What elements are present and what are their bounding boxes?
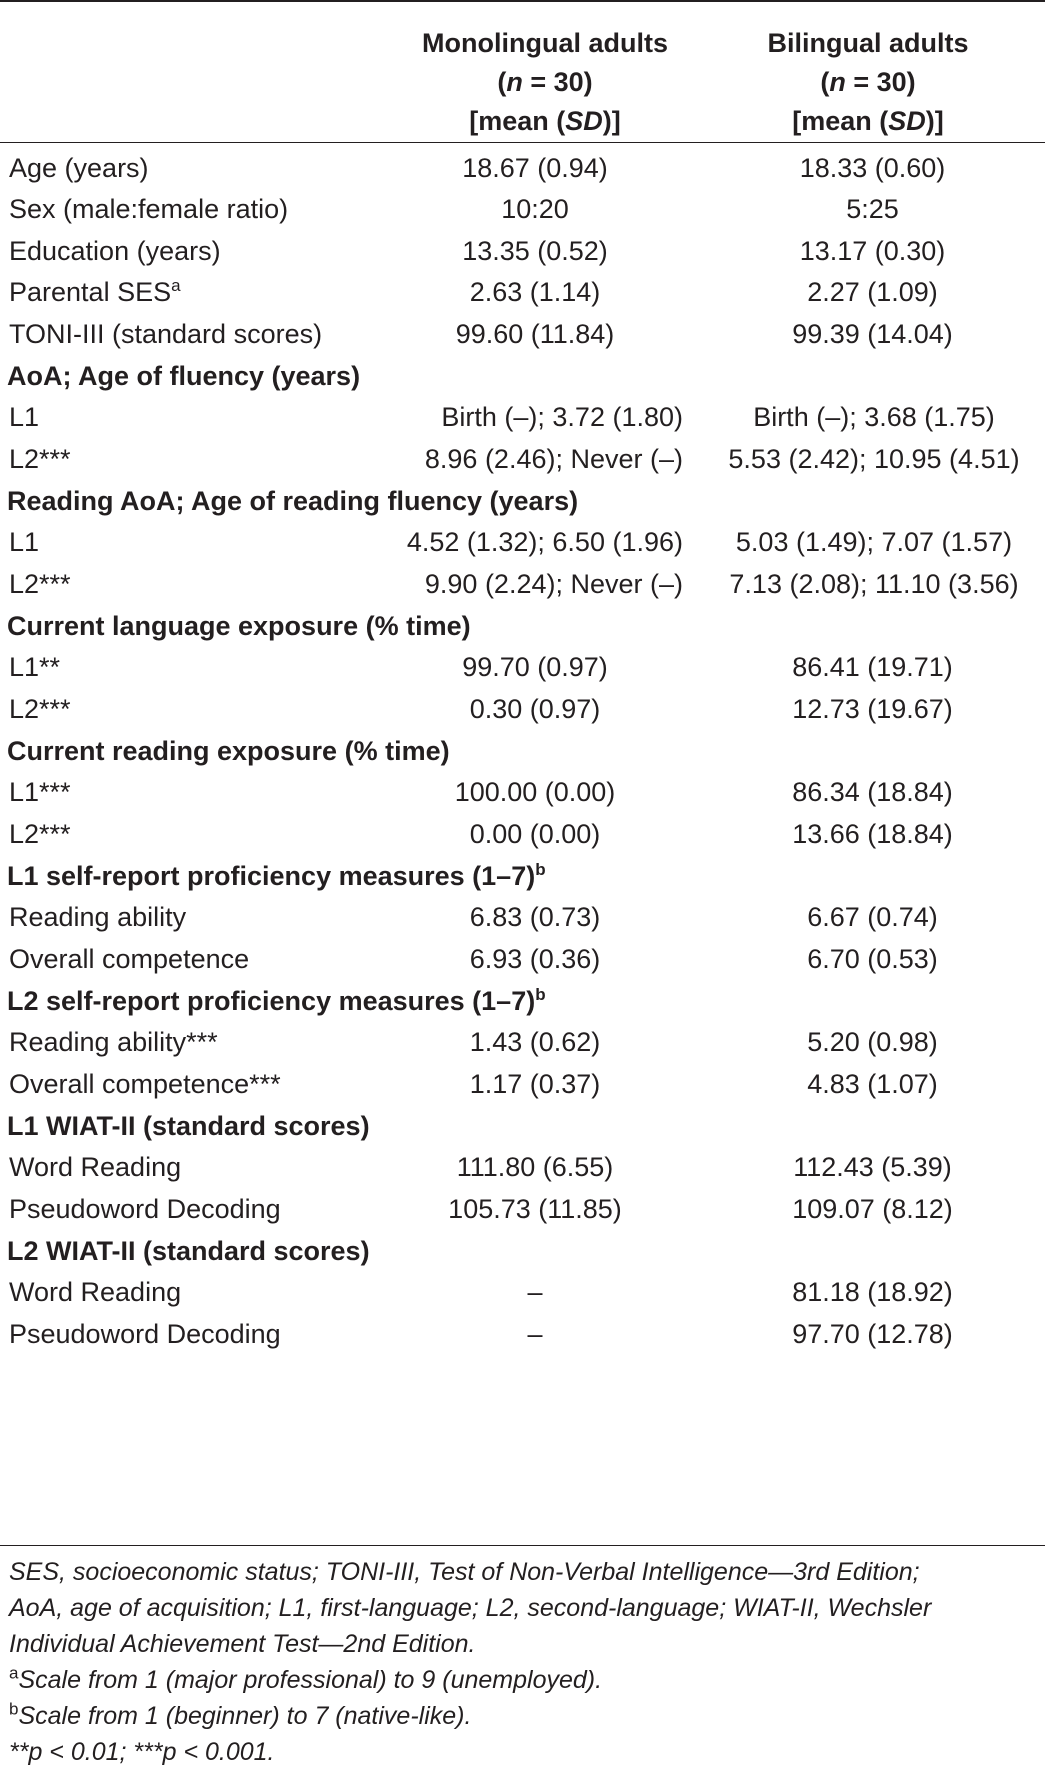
row-label-text: L2*** (9, 444, 71, 474)
row-label (9, 894, 186, 941)
section-label (7, 603, 471, 650)
footnote-abbreviations-1: SES, socioeconomic status; TONI-III, Test of Non-Verbal Intelligence—3rd Edition; (9, 1558, 920, 1586)
monolingual-value: 2.63 (1.14) (469, 277, 601, 307)
monolingual-value: 99.70 (0.97) (462, 652, 608, 682)
footnote-abbreviations-2: AoA, age of acquisition; L1, first-language; L2, second-language; WIAT-II, Wechsler (9, 1594, 932, 1622)
row-label-text: L2*** (9, 569, 71, 599)
row-label-text: Parental SES (9, 277, 172, 307)
bilingual-value: 5.20 (0.98) (807, 1027, 938, 1057)
footnote-b-marker: b (9, 1699, 19, 1719)
row-label-text: Age (years) (9, 153, 149, 183)
row-label (9, 1311, 281, 1358)
row-label-text: Overall competence (9, 944, 250, 974)
row-label (9, 519, 39, 566)
footnote-marker: a (171, 276, 181, 295)
monolingual-value: 99.60 (11.84) (455, 319, 615, 349)
row-label-text: L2 self-report proficiency measures (1–7) (7, 986, 536, 1016)
bilingual-value: 18.33 (0.60) (799, 153, 946, 183)
header-rule (0, 142, 1045, 143)
bilingual-value: 2.27 (1.09) (807, 277, 938, 307)
bilingual-value: 5.03 (1.49); 7.07 (1.57) (735, 527, 1013, 557)
row-label-text: Reading ability (9, 902, 187, 932)
row-label-text: Reading AoA; Age of reading fluency (years) (7, 486, 579, 516)
section-header-row (0, 853, 1045, 900)
table-row (0, 936, 1045, 983)
section-header-row (0, 603, 1045, 650)
footnote-marker: b (535, 860, 546, 879)
footnote-a-text: Scale from 1 (major professional) to 9 (unemployed). (18, 1666, 603, 1694)
row-label (9, 394, 39, 441)
row-label-text: L1*** (9, 777, 71, 807)
section-label (7, 978, 546, 1025)
table-row (0, 311, 1045, 358)
row-label (9, 686, 71, 733)
footnote-b-text: Scale from 1 (beginner) to 7 (native-like). (18, 1702, 472, 1730)
row-label (9, 311, 322, 358)
section-label (7, 728, 450, 775)
table-row (0, 519, 1045, 566)
row-label (9, 769, 71, 816)
section-header-row (0, 978, 1045, 1025)
row-label (9, 644, 60, 691)
row-label (9, 1019, 218, 1066)
monolingual-value: 111.80 (6.55) (456, 1152, 614, 1182)
row-label-text: L1** (9, 652, 61, 682)
row-label-text: Current language exposure (% time) (7, 611, 471, 641)
section-label (7, 353, 360, 400)
monolingual-value: 18.67 (0.94) (462, 153, 608, 183)
section-label (7, 478, 578, 525)
monolingual-value: Birth (–); 3.72 (1.80) (441, 402, 683, 432)
row-label (9, 145, 149, 192)
footnote-b (9, 1698, 1039, 1734)
table-row (0, 1019, 1045, 1066)
row-label-text: AoA; Age of fluency (years) (7, 361, 361, 391)
monolingual-value: 1.43 (0.62) (469, 1027, 601, 1057)
section-header-row (0, 728, 1045, 775)
row-label-text: L1 (9, 402, 40, 432)
table-row (0, 1311, 1045, 1358)
table-row (0, 228, 1045, 275)
table-row (0, 686, 1045, 733)
header-bilingual-n: (n = 30) (820, 67, 916, 97)
row-label (9, 436, 71, 483)
bottom-rule (0, 1545, 1045, 1546)
bilingual-value: 5:25 (846, 194, 899, 224)
monolingual-value: 1.17 (0.37) (469, 1069, 601, 1099)
table-row (0, 1144, 1045, 1191)
bilingual-value: 12.73 (19.67) (792, 694, 953, 724)
table-row (0, 894, 1045, 941)
table-row (0, 1269, 1045, 1316)
row-label (9, 811, 71, 858)
table-row (0, 644, 1045, 691)
row-label-text: Reading ability*** (9, 1027, 218, 1057)
header-bilingual-title: Bilingual adults (767, 28, 969, 58)
monolingual-value: 100.00 (0.00) (454, 777, 616, 807)
monolingual-value: 8.96 (2.46); Never (–) (424, 444, 683, 474)
bilingual-value: 13.17 (0.30) (799, 236, 946, 266)
header-monolingual-n: (n = 30) (497, 67, 593, 97)
section-header-row (0, 353, 1045, 400)
row-label-text: Pseudoword Decoding (9, 1319, 281, 1349)
bilingual-value: 7.13 (2.08); 11.10 (3.56) (729, 569, 1019, 599)
section-label (7, 1103, 370, 1150)
row-label (9, 1269, 181, 1316)
monolingual-value: 0.30 (0.97) (469, 694, 601, 724)
table-row (0, 186, 1045, 233)
footnote-a-marker: a (9, 1663, 19, 1683)
row-label-text: L2*** (9, 694, 71, 724)
table-row (0, 269, 1045, 316)
row-label-text: Education (years) (9, 236, 221, 266)
bilingual-value: 99.39 (14.04) (792, 319, 953, 349)
row-label-text: L1 self-report proficiency measures (1–7) (7, 861, 536, 891)
table-row (0, 1186, 1045, 1233)
row-label-text: Current reading exposure (% time) (7, 736, 450, 766)
bilingual-value: 81.18 (18.92) (792, 1277, 953, 1307)
table-row (0, 436, 1045, 483)
row-label (9, 186, 288, 233)
row-label (9, 1144, 181, 1191)
bilingual-value: 6.67 (0.74) (807, 902, 938, 932)
section-header-row (0, 1103, 1045, 1150)
row-label-text: Word Reading (9, 1152, 182, 1182)
table-row (0, 145, 1045, 192)
row-label-text: Sex (male:female ratio) (9, 194, 289, 224)
row-label (9, 936, 249, 983)
bilingual-value: 109.07 (8.12) (792, 1194, 953, 1224)
monolingual-value: 105.73 (11.85) (448, 1194, 622, 1224)
bilingual-value: 5.53 (2.42); 10.95 (4.51) (728, 444, 1020, 474)
header-bilingual (698, 24, 1038, 141)
table-footnotes (9, 1554, 1039, 1770)
bilingual-value: 6.70 (0.53) (807, 944, 938, 974)
bilingual-value: 86.41 (19.71) (792, 652, 953, 682)
top-rule (0, 0, 1045, 2)
section-label (7, 1228, 370, 1275)
monolingual-value: 0.00 (0.00) (469, 819, 601, 849)
bilingual-value: 97.70 (12.78) (792, 1319, 953, 1349)
footnote-a (9, 1662, 1039, 1698)
table-row (0, 561, 1045, 608)
row-label (9, 561, 71, 608)
row-label (9, 228, 221, 275)
monolingual-value: 6.83 (0.73) (469, 902, 601, 932)
monolingual-value: 4.52 (1.32); 6.50 (1.96) (406, 527, 683, 557)
section-header-row (0, 478, 1045, 525)
row-label (9, 1061, 281, 1108)
monolingual-value: – (527, 1277, 543, 1307)
row-label-text: Word Reading (9, 1277, 182, 1307)
header-monolingual-title: Monolingual adults (422, 28, 668, 58)
header-monolingual-stat: [mean (SD)] (469, 106, 621, 136)
table-row (0, 769, 1045, 816)
row-label-text: Pseudoword Decoding (9, 1194, 281, 1224)
section-label (7, 853, 546, 900)
row-label (9, 269, 181, 316)
section-header-row (0, 1228, 1045, 1275)
footnote-abbreviations-3: Individual Achievement Test—2nd Edition. (9, 1630, 476, 1658)
footnote-significance: **p < 0.01; ***p < 0.001. (9, 1738, 275, 1766)
footnote-marker: b (535, 985, 546, 1004)
bilingual-value: 13.66 (18.84) (792, 819, 953, 849)
table-row (0, 1061, 1045, 1108)
bilingual-value: 4.83 (1.07) (807, 1069, 938, 1099)
row-label-text: L1 WIAT-II (standard scores) (7, 1111, 370, 1141)
monolingual-value: 9.90 (2.24); Never (–) (424, 569, 683, 599)
table-row (0, 394, 1045, 441)
monolingual-value: – (527, 1319, 543, 1349)
header-monolingual (380, 24, 710, 141)
row-label-text: L2 WIAT-II (standard scores) (7, 1236, 370, 1266)
monolingual-value: 13.35 (0.52) (462, 236, 608, 266)
bilingual-value: 86.34 (18.84) (792, 777, 953, 807)
table-row (0, 811, 1045, 858)
monolingual-value: 6.93 (0.36) (469, 944, 601, 974)
row-label-text: Overall competence*** (9, 1069, 281, 1099)
row-label-text: L2*** (9, 819, 71, 849)
row-label (9, 1186, 281, 1233)
header-bilingual-stat: [mean (SD)] (792, 106, 944, 136)
row-label-text: TONI-III (standard scores) (9, 319, 323, 349)
row-label-text: L1 (9, 527, 40, 557)
bilingual-value: Birth (–); 3.68 (1.75) (753, 402, 995, 432)
monolingual-value: 10:20 (501, 194, 569, 224)
bilingual-value: 112.43 (5.39) (793, 1152, 952, 1182)
